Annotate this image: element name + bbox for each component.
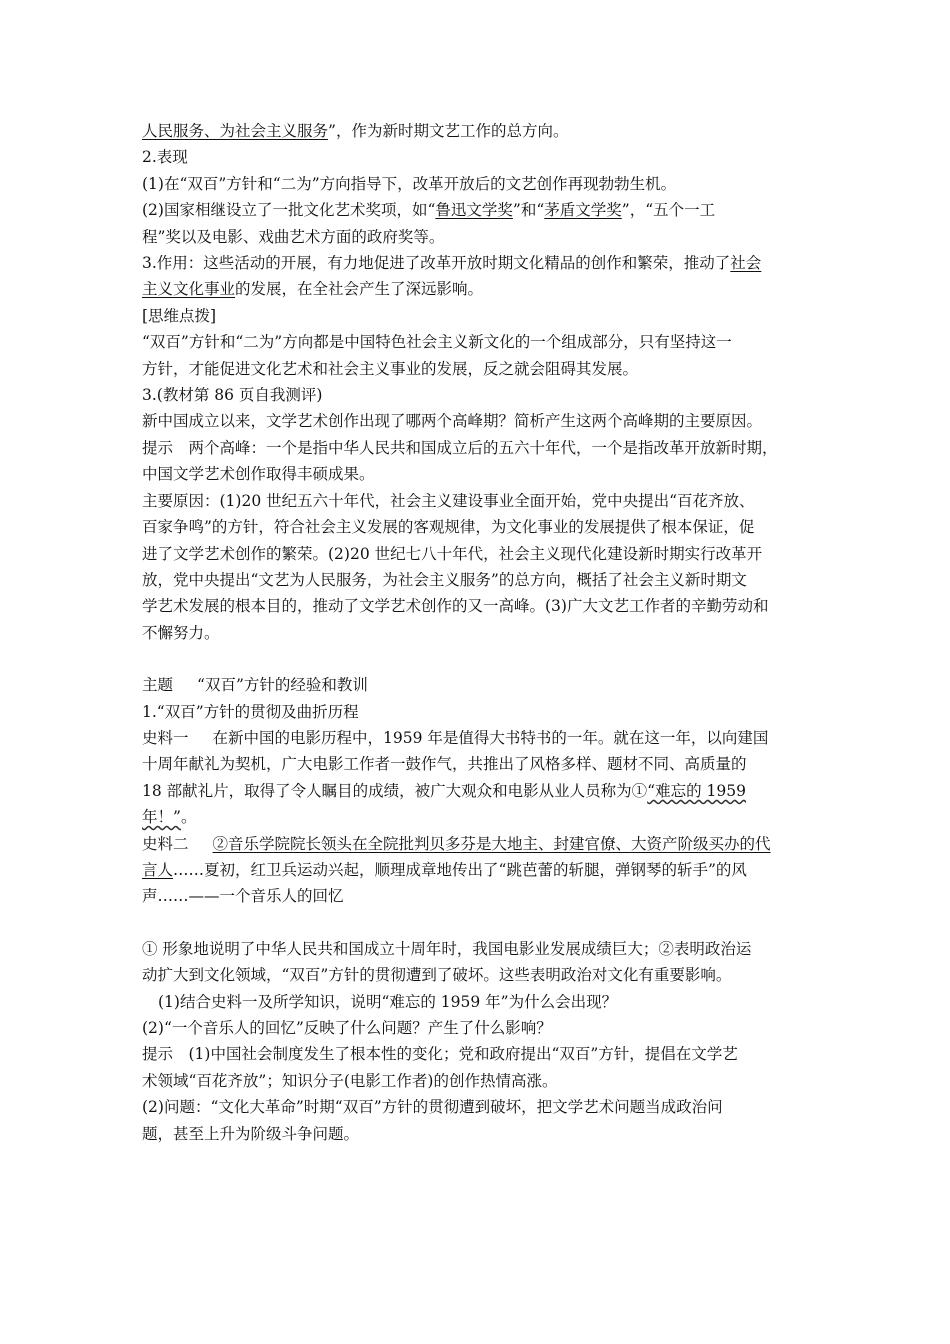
text: 。 — [180, 808, 197, 827]
paragraph: (1)在“双百”方针和“二为”方向指导下，改革开放后的文艺创作再现勃勃生机。 — [142, 174, 677, 193]
section-heading: 3.(教材第 86 页自我测评) — [142, 386, 323, 405]
text: ”和“ — [512, 201, 545, 220]
paragraph: 学艺术发展的根本目的，推动了文学艺术创作的又一高峰。(3)广大文艺工作者的辛勤劳动和 — [142, 597, 769, 616]
document-page — [142, 118, 818, 1147]
text: 3.作用：这些活动的开展，有力地促进了改革开放时期文化精品的创作和繁荣，推动了 — [142, 254, 731, 273]
note: ① 形象地说明了中华人民共和国成立十周年时，我国电影业发展成绩巨大；②表明政治运 — [142, 939, 752, 958]
underlined-phrase: 社会 — [730, 254, 762, 273]
underlined-phrase: 茅盾文学奖 — [544, 201, 622, 220]
paragraph — [142, 250, 818, 276]
text: ”，作为新时期文艺工作的总方向。 — [328, 122, 569, 140]
paragraph — [142, 857, 818, 883]
paragraph — [142, 276, 818, 302]
spacer — [142, 910, 818, 936]
paragraph: “双百”方针和“二为”方向都是中国特色社会主义新文化的一个组成部分，只有坚持这一 — [142, 333, 732, 352]
hint: 中国文学艺术创作取得丰硕成果。 — [142, 465, 375, 484]
paragraph: 方针，才能促进文化艺术和社会主义事业的发展，反之就会阻碍其发展。 — [142, 359, 639, 378]
thinking-label: [思维点拨] — [142, 306, 217, 325]
material-label: 史料一 — [142, 728, 189, 747]
text: 的发展，在全社会产生了深远影响。 — [235, 280, 484, 299]
hint: 术领域“百花齐放”；知识分子(电影工作者)的创作热情高涨。 — [142, 1071, 558, 1090]
paragraph: 百家争鸣”的方针，符合社会主义发展的客观规律，为文化事业的发展提供了根本保证，促 — [142, 518, 755, 537]
text: 18 部献礼片，取得了令人瞩目的成绩，被广大观众和电影从业人员称为① — [142, 781, 648, 800]
spacer — [142, 646, 818, 672]
text: 主题 — [142, 676, 174, 695]
question: (2)“一个音乐人的回忆”反映了什么问题？产生了什么影响？ — [142, 1019, 552, 1037]
paragraph — [142, 197, 818, 223]
answer: (2)问题：“文化大革命”时期“双百”方针的贯彻遭到破坏，把文学艺术问题当成政治问 — [142, 1098, 723, 1117]
hint: 提示 两个高峰：一个是指中华人民共和国成立后的五六十年代，一个是指改革开放新时期， — [142, 438, 778, 457]
underlined-phrase: ②音乐学院院长领头在全院批判贝多芬是大地主、封建官僚、大资产阶级买办的代 — [212, 834, 771, 853]
section-heading: 2.表现 — [142, 148, 188, 167]
underlined-phrase: 人民服务、为社会主义服务 — [142, 122, 329, 140]
paragraph: 声……——一个音乐人的回忆 — [142, 887, 344, 906]
wavy-phrase: “难忘的 1959 — [647, 781, 746, 800]
intro-line — [142, 118, 818, 144]
wavy-phrase: 年！” — [142, 808, 181, 827]
text: “双百”方针的经验和教训 — [197, 676, 368, 695]
text: (2)国家相继设立了一批文化艺术奖项，如“ — [142, 201, 436, 220]
answer: 题，甚至上升为阶级斗争问题。 — [142, 1124, 360, 1143]
paragraph: 十周年献礼为契机，广大电影工作者一鼓作气，共推出了风格多样、题材不同、高质量的 — [142, 755, 747, 774]
paragraph: 主要原因：(1)20 世纪五六十年代，社会主义建设事业全面开始，党中央提出“百花齐放、 — [142, 491, 755, 510]
underlined-phrase: 鲁迅文学奖 — [435, 201, 513, 220]
paragraph — [142, 778, 818, 804]
paragraph: 程”奖以及电影、戏曲艺术方面的政府奖等。 — [142, 227, 445, 246]
question: (1)结合史料一及所学知识，说明“难忘的 1959 年”为什么会出现？ — [158, 992, 618, 1011]
topic-title — [142, 672, 818, 698]
underlined-phrase: 言人 — [142, 860, 174, 879]
section-heading: 1.“双百”方针的贯彻及曲折历程 — [142, 702, 359, 721]
paragraph — [142, 804, 818, 830]
material-1 — [142, 725, 818, 751]
material-2 — [142, 831, 818, 857]
paragraph: 进了文学艺术创作的繁荣。(2)20 世纪七八十年代，社会主义现代化建设新时期实行改革开 — [142, 544, 763, 563]
text: ……夏初，红卫兵运动兴起，顺理成章地传出了“跳芭蕾的斩腿，弹钢琴的斩手”的风 — [173, 860, 747, 879]
paragraph: 放，党中央提出“文艺为人民服务，为社会主义服务”的总方向，概括了社会主义新时期文 — [142, 570, 747, 589]
paragraph: 不懈努力。 — [142, 623, 220, 642]
hint: 提示 (1)中国社会制度发生了根本性的变化；党和政府提出“双百”方针，提倡在文学艺 — [142, 1045, 738, 1064]
question: 新中国成立以来，文学艺术创作出现了哪两个高峰期？简析产生这两个高峰期的主要原因。 — [142, 412, 763, 431]
text: 在新中国的电影历程中，1959 年是值得大书特书的一年。就在这一年，以向建国 — [212, 728, 769, 747]
material-label: 史料二 — [142, 834, 189, 853]
text: ”，“五个一工 — [621, 201, 716, 220]
underlined-phrase: 主义文化事业 — [142, 280, 236, 299]
note: 动扩大到文化领域，“双百”方针的贯彻遭到了破坏。这些表明政治对文化有重要影响。 — [142, 966, 732, 985]
